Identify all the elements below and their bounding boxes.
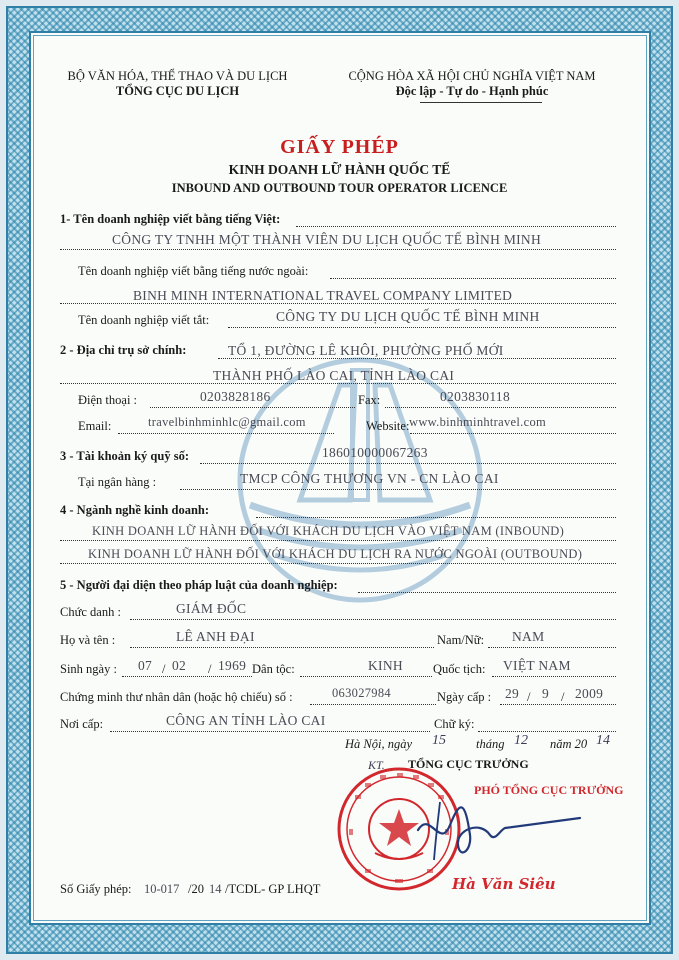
dotted-line — [488, 647, 616, 648]
dob-day: 07 — [138, 658, 153, 673]
fullname-label: Họ và tên : — [60, 633, 116, 647]
address-line-1: TỔ 1, ĐƯỜNG LÊ KHÔI, PHƯỜNG PHỐ MỚI — [228, 343, 504, 358]
dotted-line — [296, 226, 616, 227]
dotted-line — [130, 619, 616, 620]
dotted-line — [256, 517, 616, 518]
dotted-line — [60, 540, 616, 541]
year-label: năm 20 — [550, 737, 588, 751]
business-line-outbound: KINH DOANH LỮ HÀNH ĐỐI VỚI KHÁCH DU LỊCH RA NƯỚC NGOÀI (OUTBOUND) — [88, 547, 583, 561]
licence-number-suffix: /TCDL- GP LHQT — [225, 882, 321, 896]
deputy-title: PHÓ TỔNG CỤC TRƯỞNG — [474, 783, 624, 797]
dotted-line — [358, 592, 616, 593]
dob-month: 02 — [172, 658, 187, 673]
signer-name: Hà Văn Siêu — [452, 875, 556, 893]
section2-label: 2 - Địa chỉ trụ sở chính: — [60, 343, 187, 357]
licence-subtitle-en: INBOUND AND OUTBOUND TOUR OPERATOR LICENCE — [171, 181, 508, 195]
dotted-line — [118, 433, 334, 434]
id-number: 063027984 — [332, 686, 391, 700]
bank-name: TMCP CÔNG THƯƠNG VN - CN LÀO CAI — [240, 471, 499, 486]
dob-label: Sinh ngày : — [60, 662, 117, 676]
nationality-label: Quốc tịch: — [433, 662, 486, 676]
issue-place-label: Nơi cấp: — [60, 717, 104, 731]
dotted-line — [310, 704, 436, 705]
dotted-line — [330, 278, 616, 279]
company-name-vi: CÔNG TY TNHH MỘT THÀNH VIÊN DU LỊCH QUỐC TẾ BÌNH MINH — [112, 232, 542, 247]
representative-nationality: VIỆT NAM — [503, 658, 571, 673]
dotted-line — [218, 358, 616, 359]
business-line-inbound: KINH DOANH LỮ HÀNH ĐỐI VỚI KHÁCH DU LỊCH VÀO VIỆT NAM (INBOUND) — [92, 524, 565, 538]
dotted-line — [150, 407, 355, 408]
licence-number-mid: /20 — [188, 882, 204, 896]
date-separator: / — [527, 690, 531, 704]
email-label: Email: — [78, 419, 112, 433]
signer-title: TỔNG CỤC TRƯỞNG — [408, 757, 529, 771]
department-name: TỔNG CỤC DU LỊCH — [115, 84, 240, 98]
email-value: travelbinhminhlc@gmail.com — [148, 415, 306, 429]
dotted-line — [385, 407, 616, 408]
dotted-line — [60, 303, 616, 304]
date-separator: / — [162, 662, 166, 676]
republic-name: CỘNG HÒA XÃ HỘI CHỦ NGHĨA VIỆT NAM — [348, 69, 596, 83]
position-label: Chức danh : — [60, 605, 121, 619]
issue-date-label: Ngày cấp : — [437, 690, 492, 704]
dotted-line — [130, 647, 434, 648]
ministry-name: BỘ VĂN HÓA, THỂ THAO VÀ DU LỊCH — [67, 69, 288, 83]
dotted-line — [478, 731, 616, 732]
address-line-2: THÀNH PHỐ LÀO CAI, TỈNH LÀO CAI — [213, 368, 455, 383]
section4-label: 4 - Ngành nghề kinh doanh: — [60, 503, 210, 517]
dotted-line — [228, 327, 616, 328]
national-motto: Độc lập - Tự do - Hạnh phúc — [395, 84, 549, 98]
section1-label: 1- Tên doanh nghiệp viết bằng tiếng Việt: — [60, 212, 281, 226]
month-label: tháng — [476, 737, 505, 751]
foreign-name-label: Tên doanh nghiệp viết bằng tiếng nước ngoài: — [78, 264, 309, 278]
licence-number-label: Số Giấy phép: — [60, 882, 132, 896]
representative-gender: NAM — [512, 629, 545, 644]
date-separator: / — [208, 662, 212, 676]
dotted-line — [110, 731, 430, 732]
dotted-line — [492, 676, 616, 677]
sign-month: 12 — [514, 733, 528, 748]
company-name-short: CÔNG TY DU LỊCH QUỐC TẾ BÌNH MINH — [276, 309, 540, 324]
bank-label: Tại ngân hàng : — [78, 475, 157, 489]
signature-mark — [410, 790, 590, 870]
place-date-prefix: Hà Nội, ngày — [345, 737, 413, 751]
signature-field-label: Chữ ký: — [434, 717, 475, 731]
representative-ethnicity: KINH — [368, 658, 403, 673]
dob-year: 1969 — [218, 658, 247, 673]
section3-label: 3 - Tài khoản ký quỹ số: — [60, 449, 189, 463]
licence-title: GIẤY PHÉP — [280, 136, 399, 158]
issue-place: CÔNG AN TỈNH LÀO CAI — [166, 713, 326, 728]
dotted-line — [122, 676, 252, 677]
fax-value: 0203830118 — [440, 389, 510, 404]
dotted-line — [410, 433, 616, 434]
dotted-line — [200, 463, 616, 464]
dotted-line — [60, 383, 616, 384]
date-separator: / — [561, 690, 565, 704]
dotted-line — [300, 676, 432, 677]
website-label: Website: — [366, 419, 410, 433]
phone-label: Điện thoại : — [78, 393, 138, 407]
escrow-account-number: 186010000067263 — [322, 445, 428, 460]
phone-value: 0203828186 — [200, 389, 271, 404]
gender-label: Nam/Nữ: — [437, 633, 485, 647]
ethnic-label: Dân tộc: — [252, 662, 295, 676]
kt-mark: KT. — [368, 758, 385, 772]
website-value: www.binhminhtravel.com — [409, 415, 547, 429]
id-number-label: Chứng minh thư nhân dân (hoặc hộ chiếu) số : — [60, 690, 293, 704]
representative-name: LÊ ANH ĐẠI — [176, 629, 255, 644]
dotted-line — [500, 704, 616, 705]
section5-label: 5 - Người đại diện theo pháp luật của doanh nghiệp: — [60, 578, 338, 592]
fax-label: Fax: — [358, 393, 381, 407]
dotted-line — [180, 489, 616, 490]
representative-position: GIÁM ĐỐC — [176, 601, 247, 616]
licence-year: 14 — [209, 882, 222, 896]
licence-number: 10-017 — [144, 882, 180, 896]
sign-day: 15 — [432, 733, 446, 748]
dotted-line — [60, 249, 616, 250]
issue-year: 2009 — [575, 686, 604, 701]
licence-subtitle-vi: KINH DOANH LỮ HÀNH QUỐC TẾ — [228, 162, 451, 177]
company-name-foreign: BINH MINH INTERNATIONAL TRAVEL COMPANY LIMITED — [133, 288, 513, 303]
motto-underline — [420, 102, 542, 103]
issue-day: 29 — [505, 686, 520, 701]
issue-month: 9 — [542, 686, 550, 701]
dotted-line — [60, 563, 616, 564]
short-name-label: Tên doanh nghiệp viết tắt: — [78, 313, 210, 327]
sign-year: 14 — [596, 733, 610, 748]
